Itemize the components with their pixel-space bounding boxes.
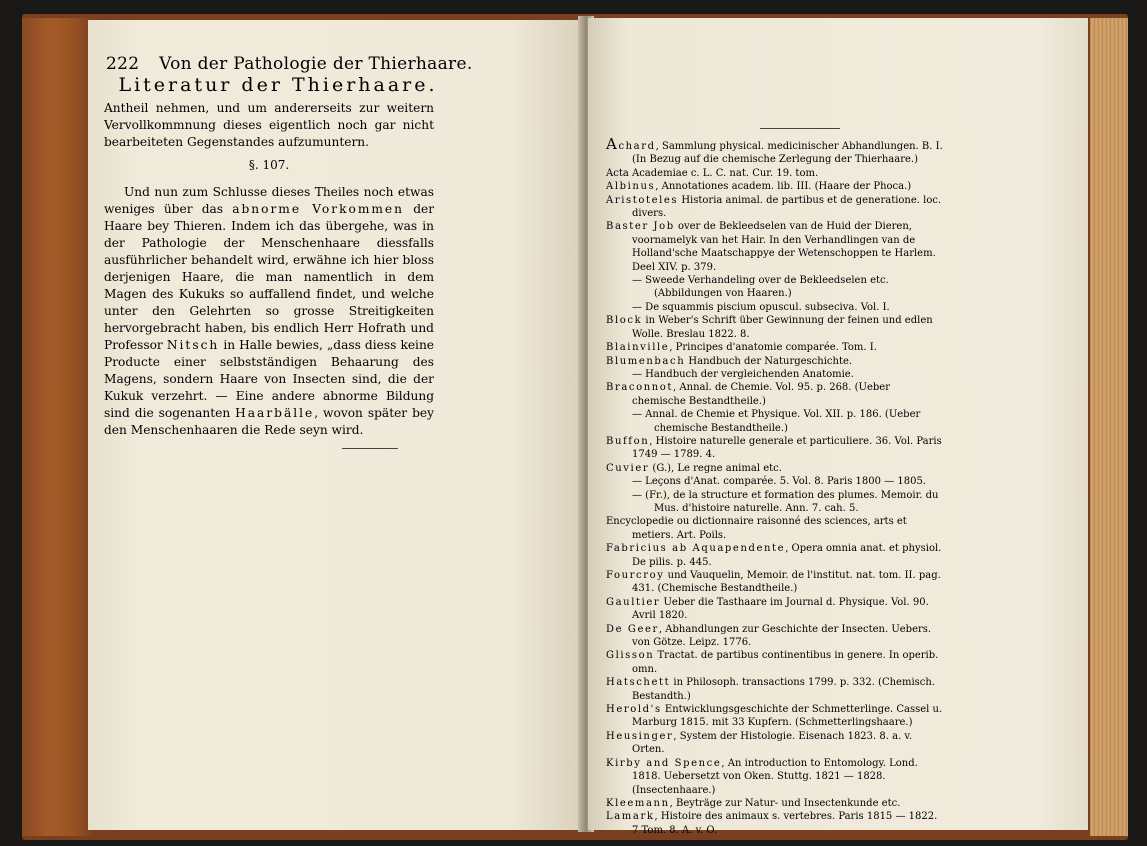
reference-entry: [606, 167, 944, 180]
reference-text: Handbuch der Naturgeschichte.: [685, 355, 853, 367]
reference-entry: [606, 381, 944, 408]
reference-entry: [606, 408, 944, 435]
para-text-b: der Haare bey Thieren. Indem ich das übergehe, was in der Pathologie der Menschenhaare diessfalls ausführlicher behandelt wird, erwähne ich hier bloss derjenigen Haare, die man namentlich in dem Magen des Kukuks so auffallend findet, und welche unter den Gelehrten so grosse Streitigkeiten hervorgebracht haben, bis endlich Herr Hofrath und Professor: [104, 202, 435, 352]
reference-entry: [606, 180, 944, 193]
reference-text: , Annotationes academ. lib. III. (Haare der Phoca.): [655, 181, 912, 193]
reference-text: , Opera omnia anat. et physiol. De pilis. p. 445.: [632, 543, 942, 568]
reference-text: Encyclopedie ou dictionnaire raisonné des sciences, arts et metiers. Art. Poils.: [606, 516, 907, 541]
reference-author: Herold's: [606, 704, 662, 716]
reference-entry: [606, 220, 944, 274]
reference-author: Achard: [606, 135, 656, 153]
emphasis-abnorme: abnorme Vorkommen: [232, 202, 404, 216]
reference-entry: [606, 676, 944, 703]
page-number: 222: [106, 54, 140, 74]
reference-entry: [606, 515, 944, 542]
reference-author: Cuvier: [606, 462, 650, 474]
reference-text: — De squammis piscium opuscul. subseciva. Vol. I.: [632, 301, 890, 313]
reference-entry: [606, 462, 944, 475]
reference-entry: [606, 489, 944, 516]
reference-entry: [606, 475, 944, 488]
reference-entry: [606, 435, 944, 462]
reference-entry: [606, 301, 944, 314]
reference-text: , Annal. de Chemie. Vol. 95. p. 268. (Ueber chemische Bestandtheile.): [632, 382, 890, 407]
reference-text: Ueber die Tasthaare im Journal d. Physique. Vol. 90. Avril 1820.: [632, 596, 929, 622]
reference-author: Braconnot: [606, 382, 674, 394]
reference-text: — (Fr.), de la structure et formation des plumes. Memoir. du Mus. d'histoire naturelle. Ann. 7. cah. 5.: [632, 489, 939, 514]
book-edge-left: [22, 18, 92, 836]
reference-entry: [606, 596, 944, 623]
reference-author: Albinus: [606, 181, 656, 193]
end-rule: [342, 448, 398, 449]
reference-text: — Leçons d'Anat. comparée. 5. Vol. 8. Paris 1800 — 1805.: [632, 476, 926, 488]
reference-text: over de Bekleedselen van de Huid der Dieren, voornamelyk van het Hair. In den Verhandlingen van de Holland'sche Maatschappye der Wetenschoppen te Harlem. Deel XIV. p. 379.: [632, 221, 936, 273]
literature-title: Literatur der Thierhaare.: [118, 74, 438, 96]
reference-author: Blainville: [606, 342, 670, 354]
reference-text: , System der Histologie. Eisenach 1823. 8. a. v. Orten.: [632, 730, 913, 756]
paragraph-top-text: Antheil nehmen, und um andererseits zur weitern Vervollkommnung dieses eigentlich noch gar nicht bearbeiteten Gegenstandes aufzumuntern.: [104, 101, 434, 149]
reference-entry: [606, 274, 944, 301]
reference-entry: [606, 569, 944, 596]
reference-author: Gaultier: [606, 596, 661, 608]
reference-text: , Beyträge zur Natur- und Insectenkunde etc.: [669, 797, 901, 809]
reference-entry: [606, 368, 944, 381]
reference-text: , Principes d'anatomie comparée. Tom. I.: [669, 342, 877, 354]
reference-text: in Philosoph. transactions 1799. p. 332. (Chemisch. Bestandth.): [632, 677, 936, 702]
reference-text: Acta Academiae c. L. C. nat. Cur. 19. tom.: [606, 167, 819, 179]
reference-entry: [606, 730, 944, 757]
reference-entry: [606, 797, 944, 810]
running-head: [106, 54, 473, 74]
reference-text: und Vauquelin, Memoir. de l'institut. nat. tom. II. pag. 431. (Chemische Bestandtheile.): [632, 570, 941, 595]
emphasis-nitsch: Nitsch: [166, 338, 220, 352]
para-text-a: Und nun zum Schlusse dieses Theiles noch etwas weniges über das: [104, 185, 434, 216]
reference-text: , Abhandlungen zur Geschichte der Insecten. Uebers. von Götze. Leipz. 1776.: [632, 623, 932, 649]
reference-entry: [606, 314, 944, 341]
reference-entry: [606, 757, 944, 797]
reference-text: Historia animal. de partibus et de generatione. loc. divers.: [632, 194, 942, 220]
reference-author: De Geer: [606, 623, 659, 635]
reference-author: Block: [606, 315, 643, 327]
reference-text: — Sweede Verhandeling over de Bekleedselen etc. (Abbildungen von Haaren.): [632, 275, 889, 300]
reference-author: Fabricius ab Aquapendente: [606, 543, 786, 555]
reference-author: Fourcroy: [606, 570, 665, 581]
reference-entry: [606, 135, 944, 167]
reference-entry: [606, 623, 944, 650]
title-rule: [760, 128, 840, 129]
paragraph-main: [104, 184, 434, 439]
reference-author: Kleemann: [606, 797, 670, 809]
reference-text: , An introduction to Entomology. Lond. 1818. Uebersetzt von Oken. Stuttg. 1821 — 1828. (Insectenhaare.): [632, 757, 918, 796]
para-text-d: , wovon später bey den Menschenhaaren die Rede seyn wird.: [104, 406, 434, 437]
reference-author: Baster Job: [606, 221, 675, 233]
reference-author: Heusinger: [606, 730, 674, 742]
running-head-title: Von der Pathologie der Thierhaare.: [159, 54, 473, 74]
para-text-c: in Halle bewies, „dass diess keine Producte einer selbstständigen Behaarung des Magens, sondern Haare von Insecten sind, die der Kukuk verzehrt. — Eine andere abnorme Bildung sind die sogenanten: [104, 338, 435, 420]
reference-entry: [606, 649, 944, 676]
reference-author: Aristoteles: [606, 194, 679, 206]
reference-author: Blumenbach: [606, 355, 686, 367]
emphasis-haarbaelle: Haarbälle: [235, 406, 315, 420]
reference-text: , Histoire des animaux s. vertebres. Paris 1815 — 1822. 7 Tom. 8. A. v. O.: [632, 811, 938, 836]
reference-author: Glisson: [606, 650, 655, 662]
reference-text: in Weber's Schrift über Gewinnung der feinen und edlen Wolle. Breslau 1822. 8.: [632, 315, 933, 340]
reference-text: — Handbuch der vergleichenden Anatomie.: [632, 368, 854, 380]
reference-author: Kirby and Spence: [606, 757, 722, 769]
reference-author: Buffon: [606, 435, 650, 447]
reference-entry: [606, 355, 944, 368]
reference-entry: [606, 194, 944, 221]
page-stack-edge: [1090, 18, 1128, 836]
section-heading: §. 107.: [248, 158, 290, 172]
reference-list: [606, 135, 944, 837]
paragraph-top: [104, 100, 434, 151]
reference-entry: [606, 810, 944, 837]
reference-text: (G.), Le regne animal etc.: [649, 462, 782, 474]
reference-entry: [606, 542, 944, 569]
reference-entry: [606, 341, 944, 354]
reference-text: Entwicklungsgeschichte der Schmetterlinge. Cassel u. Marburg 1815. mit 33 Kupfern. (Schmetterlingshaare.): [632, 704, 943, 729]
reference-author: Hatschett: [606, 677, 671, 689]
reference-text: Tractat. de partibus continentibus in genere. In operib. omn.: [632, 650, 939, 675]
reference-author: Lamark: [606, 811, 655, 823]
reference-text: , Sammlung physical. medicinischer Abhandlungen. B. I. (In Bezug auf die chemische Zerlegung der Thierhaare.): [632, 141, 943, 166]
reference-entry: [606, 703, 944, 730]
reference-text: , Histoire naturelle generale et particuliere. 36. Vol. Paris 1749 — 1789. 4.: [632, 435, 942, 461]
reference-text: — Annal. de Chemie et Physique. Vol. XII. p. 186. (Ueber chemische Bestandtheile.): [632, 409, 921, 434]
